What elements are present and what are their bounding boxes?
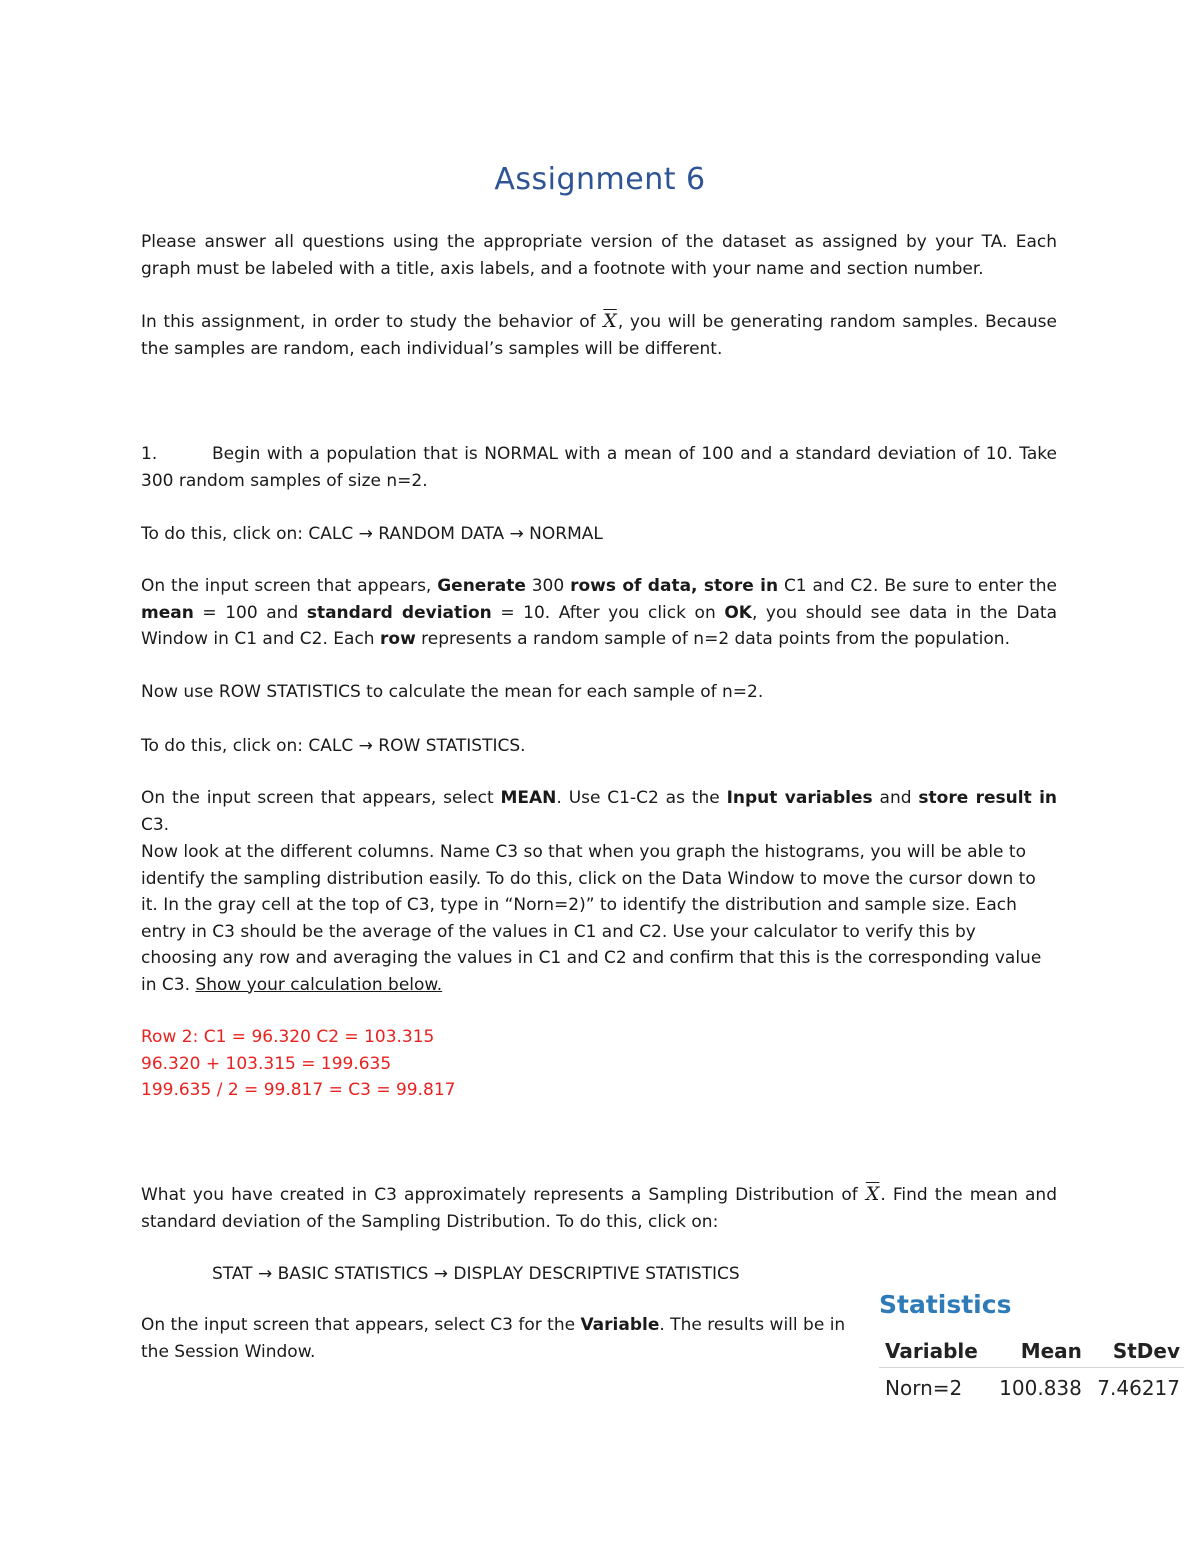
text-span: = 100 and	[193, 602, 307, 623]
answer-line: 96.320 + 103.315 = 199.635	[141, 1053, 392, 1074]
answer-line: Row 2: C1 = 96.320 C2 = 103.315	[141, 1027, 435, 1047]
text-span: On the input screen that appears,	[141, 576, 438, 596]
behavior-paragraph	[141, 308, 1057, 362]
question-1-text: Begin with a population that is NORMAL with a mean of 100 and a standard deviation of 10. Take 300 random samples of size n=2.	[141, 444, 1057, 491]
text-span: . The results will be in the Session Window.	[141, 1315, 846, 1362]
statistics-title: Statistics	[879, 1290, 1012, 1319]
text-span: 300	[525, 576, 571, 596]
bold-term: standard deviation	[306, 602, 492, 623]
click-instruction-2: To do this, click on: CALC → ROW STATISTICS.	[141, 736, 526, 756]
question-number: 1.	[141, 444, 158, 464]
text-span: . Use C1-C2 as the	[556, 788, 727, 808]
bold-term: OK	[724, 602, 752, 623]
text-span: C1 and C2. Be sure to enter the	[778, 576, 1057, 596]
behavior-text-pre: In this assignment, in order to study the behavior of	[141, 312, 603, 332]
intro-paragraph: Please answer all questions using the appropriate version of the dataset as assigned by your TA. Each graph must be labeled with a title, axis labels, and a footnote with your name and section number.	[141, 232, 1057, 279]
text-span: , you should see data in the Data Window in C1 and C2. Each	[141, 602, 1058, 649]
cell-stdev: 7.46217	[1097, 1376, 1180, 1400]
text-span: = 10. After you click on	[491, 602, 725, 623]
name-c3-text: Now look at the different columns. Name C3 so that when you graph the histograms, you will be able to identify the sampling distribution easily. To do this, click on the Data Window to move the cursor down to it. In the gray cell at the top of C3, type in “Norn=2)” to identify the distribution and sample size. Each entry in C3 should be the average of the values in C1 and C2. Use your calculator to verify this by choosing any row and averaging the values in C1 and C2 and confirm that this is the corresponding value in C3.	[141, 842, 1042, 995]
bold-term: MEAN	[500, 788, 557, 808]
click-instruction-3: STAT → BASIC STATISTICS → DISPLAY DESCRIPTIVE STATISTICS	[212, 1264, 740, 1284]
page-title: Assignment 6	[494, 162, 706, 197]
table-row	[879, 1368, 1184, 1401]
text-span: On the input screen that appears, select C3 for the	[141, 1315, 581, 1335]
question-1-paragraph	[141, 441, 1057, 494]
row-statistics-paragraph: Now use ROW STATISTICS to calculate the mean for each sample of n=2.	[141, 682, 764, 702]
statistics-table	[879, 1339, 1184, 1400]
statistics-output	[879, 1290, 1184, 1400]
text-span: C3.	[141, 814, 170, 835]
bold-term: Generate	[437, 576, 526, 596]
sampling-distribution-paragraph	[141, 1181, 1057, 1235]
column-header-mean: Mean	[988, 1339, 1086, 1368]
bold-term: rows of data, store in	[570, 576, 779, 596]
input-instruction-2	[141, 785, 1057, 838]
show-calculation-text: Show your calculation below.	[195, 974, 443, 995]
click-instruction-1: To do this, click on: CALC → RANDOM DATA → NORMAL	[141, 524, 603, 544]
bold-term: mean	[141, 602, 194, 623]
column-header-variable: Variable	[879, 1339, 988, 1368]
input-instruction-1	[141, 573, 1057, 653]
behavior-text-post: , you will be generating random samples. Because the samples are random, each individual’s samples will be different.	[141, 312, 1057, 359]
x-bar-symbol: $\overline{X}$	[603, 310, 617, 332]
answer-calculation	[141, 1024, 1057, 1104]
bold-term: store result in	[918, 788, 1058, 808]
name-c3-paragraph	[141, 839, 1057, 998]
column-header-stdev: StDev	[1086, 1339, 1184, 1368]
text-span: On the input screen that appears, select	[141, 788, 501, 808]
text-span: represents a random sample of n=2 data points from the population.	[415, 629, 1010, 649]
cell-variable: Norn=2	[885, 1376, 963, 1400]
input-instruction-3	[141, 1312, 853, 1365]
bold-term: row	[380, 629, 416, 649]
text-span: What you have created in C3 approximately represents a Sampling Distribution of	[141, 1185, 865, 1205]
text-span: and	[872, 788, 919, 808]
bold-term: Variable	[580, 1315, 660, 1335]
table-header-row	[879, 1339, 1184, 1368]
bold-term: Input variables	[726, 788, 873, 808]
cell-mean: 100.838	[999, 1376, 1082, 1400]
answer-line: 199.635 / 2 = 99.817 = C3 = 99.817	[141, 1080, 456, 1100]
x-bar-symbol: $\overline{X}$	[865, 1183, 880, 1205]
text-span: . Find the mean and standard deviation of the Sampling Distribution. To do this, click on:	[141, 1185, 1057, 1232]
